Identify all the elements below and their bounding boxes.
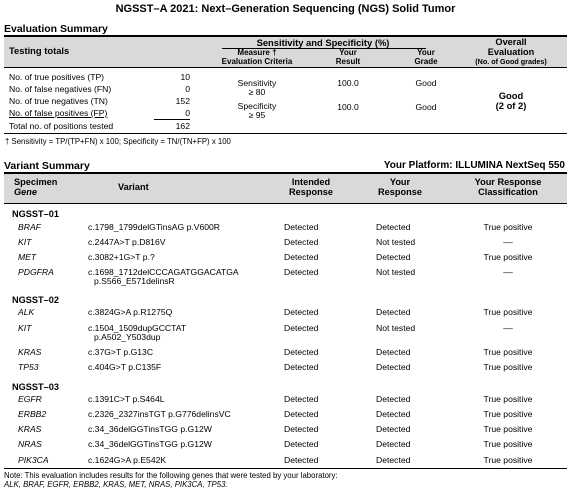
evaluation-bottom-rule [4,133,567,134]
variant-text: c.3082+1G>T p.? [88,252,155,262]
gene-name: BRAF [18,222,41,232]
total-label: Total no. of positions tested [9,121,114,131]
response-classification: –– [503,237,513,247]
grade-header-2: Grade [414,57,438,66]
variant-text: c.1504_1509dupGCCTAT [88,323,187,333]
gene-name: NRAS [18,439,42,449]
result-header-2: Result [335,57,361,66]
response-classification: True positive [483,394,533,404]
total-label: No. of false negatives (FN) [9,84,112,94]
specimen-id: NGSST–01 [12,209,59,219]
variant-text: c.404G>T p.C135F [88,362,162,372]
your-response: Detected [376,362,411,372]
evaluation-summary-title: Evaluation Summary [4,23,108,35]
page-title: NGSST–A 2021: Next–Generation Sequencing (NGS) Solid Tumor [115,3,456,15]
variant-text: c.1624G>A p.E542K [88,455,167,465]
gene-name: KRAS [18,424,42,434]
your-response: Not tested [376,237,416,247]
variant-protein-text: p.A502_Y503dup [94,332,161,342]
intended-response: Detected [284,237,319,247]
response-classification: –– [503,323,513,333]
total-value: 0 [185,108,190,118]
total-label: No. of false positives (FP) [9,108,108,118]
intended-response: Detected [284,307,319,317]
intended-response: Detected [284,323,319,333]
gene-name: PIK3CA [18,455,49,465]
measure-header: Measure † [237,48,277,57]
intended-response: Detected [284,252,319,262]
measure-name: Specificity [237,101,277,111]
your-response: Detected [376,347,411,357]
overall-header-1: Overall [495,37,527,47]
response-classification: –– [503,267,513,277]
overall-header-3: (No. of Good grades) [475,57,547,66]
intended-response: Detected [284,439,319,449]
total-value: 152 [175,96,190,106]
your-response: Not tested [376,323,416,333]
measure-name: Sensitivity [237,78,277,88]
evaluation-header-rule [4,67,567,68]
measure-result: 100.0 [337,102,359,112]
your-response: Detected [376,252,411,262]
evaluation-footnote: † Sensitivity = TP/(TP+FN) x 100; Specificity = TN/(TN+FP) x 100 [5,137,231,146]
gene-name: ERBB2 [18,409,47,419]
variant-text: c.2326_2327insTGT p.G776delinsVC [88,409,231,419]
variant-text: c.1798_1799delGTinsAG p.V600R [88,222,221,232]
intended-header-1: Intended [291,177,331,187]
testing-totals-header: Testing totals [9,45,70,56]
variant-bottom-rule [4,468,567,469]
criteria-header: Evaluation Criteria [221,57,293,66]
specimen-id: NGSST–02 [12,295,59,305]
variant-header: Variant [118,182,149,192]
your-response: Not tested [376,267,416,277]
gene-name: KIT [18,323,32,333]
your-response: Detected [376,455,411,465]
variant-text: c.37G>T p.G13C [88,347,154,357]
total-value: 10 [180,72,190,82]
gene-name: MET [18,252,37,262]
platform-label: Your Platform: ILLUMINA NextSeq 550 [383,160,565,171]
response-classification: True positive [483,252,533,262]
intended-response: Detected [284,222,319,232]
intended-response: Detected [284,424,319,434]
variant-summary-title: Variant Summary [4,160,90,172]
response-classification: True positive [483,347,533,357]
your-response: Detected [376,222,411,232]
overall-header-2: Evaluation [487,47,535,57]
measure-grade: Good [415,102,437,112]
your-response-header-2: Response [378,187,422,197]
classification-header-1: Your Response [474,177,542,187]
overall-count: (2 of 2) [495,100,527,111]
measure-result: 100.0 [337,78,359,88]
your-response: Detected [376,409,411,419]
intended-response: Detected [284,347,319,357]
measure-criteria: ≥ 80 [248,87,266,97]
total-value: 162 [175,121,190,131]
grade-header-1: Your [417,48,435,57]
gene-name: KIT [18,237,32,247]
intended-header-2: Response [289,187,333,197]
response-classification: True positive [483,222,533,232]
variant-note-line-1: Note: This evaluation includes results for the following genes that were tested by your laboratory: [4,471,338,480]
intended-response: Detected [284,409,319,419]
intended-response: Detected [284,267,319,277]
response-classification: True positive [483,409,533,419]
variant-header-rule [4,203,567,204]
gene-name: KRAS [18,347,42,357]
variant-text: c.1391C>T p.S464L [88,394,165,404]
variant-text: c.34_36delGGTinsTGG p.G12W [88,439,212,449]
intended-response: Detected [284,455,319,465]
variant-note-line-2: ALK, BRAF, EGFR, ERBB2, KRAS, MET, NRAS, PIK3CA, TP53. [4,480,228,489]
total-label: No. of true negatives (TN) [9,96,108,106]
gene-name: PDGFRA [18,267,54,277]
intended-response: Detected [284,362,319,372]
variant-text: c.1698_1712delCCCAGATGGACATGA [88,267,239,277]
your-response-header-1: Your [389,177,411,187]
variant-text: c.3824G>A p.R1275Q [88,307,173,317]
sens-spec-header: Sensitivity and Specificity (%) [256,37,390,48]
classification-header-2: Classification [478,187,538,197]
response-classification: True positive [483,362,533,372]
gene-name: TP53 [18,362,39,372]
your-response: Detected [376,439,411,449]
response-classification: True positive [483,455,533,465]
total-sum-rule [154,119,190,120]
result-header-1: Your [339,48,357,57]
response-classification: True positive [483,424,533,434]
total-value: 0 [185,84,190,94]
gene-name: ALK [18,307,35,317]
your-response: Detected [376,424,411,434]
variant-text: c.34_36delGGTinsTGG p.G12W [88,424,212,434]
variant-protein-text: p.S566_E571delinsR [94,276,175,286]
measure-criteria: ≥ 95 [248,110,266,120]
measure-grade: Good [415,78,437,88]
your-response: Detected [376,307,411,317]
response-classification: True positive [483,439,533,449]
overall-grade: Good [498,90,524,101]
intended-response: Detected [284,394,319,404]
variant-text: c.2447A>T p.D816V [88,237,166,247]
gene-name: EGFR [18,394,42,404]
gene-header: Gene [14,187,37,197]
your-response: Detected [376,394,411,404]
specimen-id: NGSST–03 [12,382,59,392]
total-label: No. of true positives (TP) [9,72,105,82]
specimen-header: Specimen [14,177,58,187]
response-classification: True positive [483,307,533,317]
